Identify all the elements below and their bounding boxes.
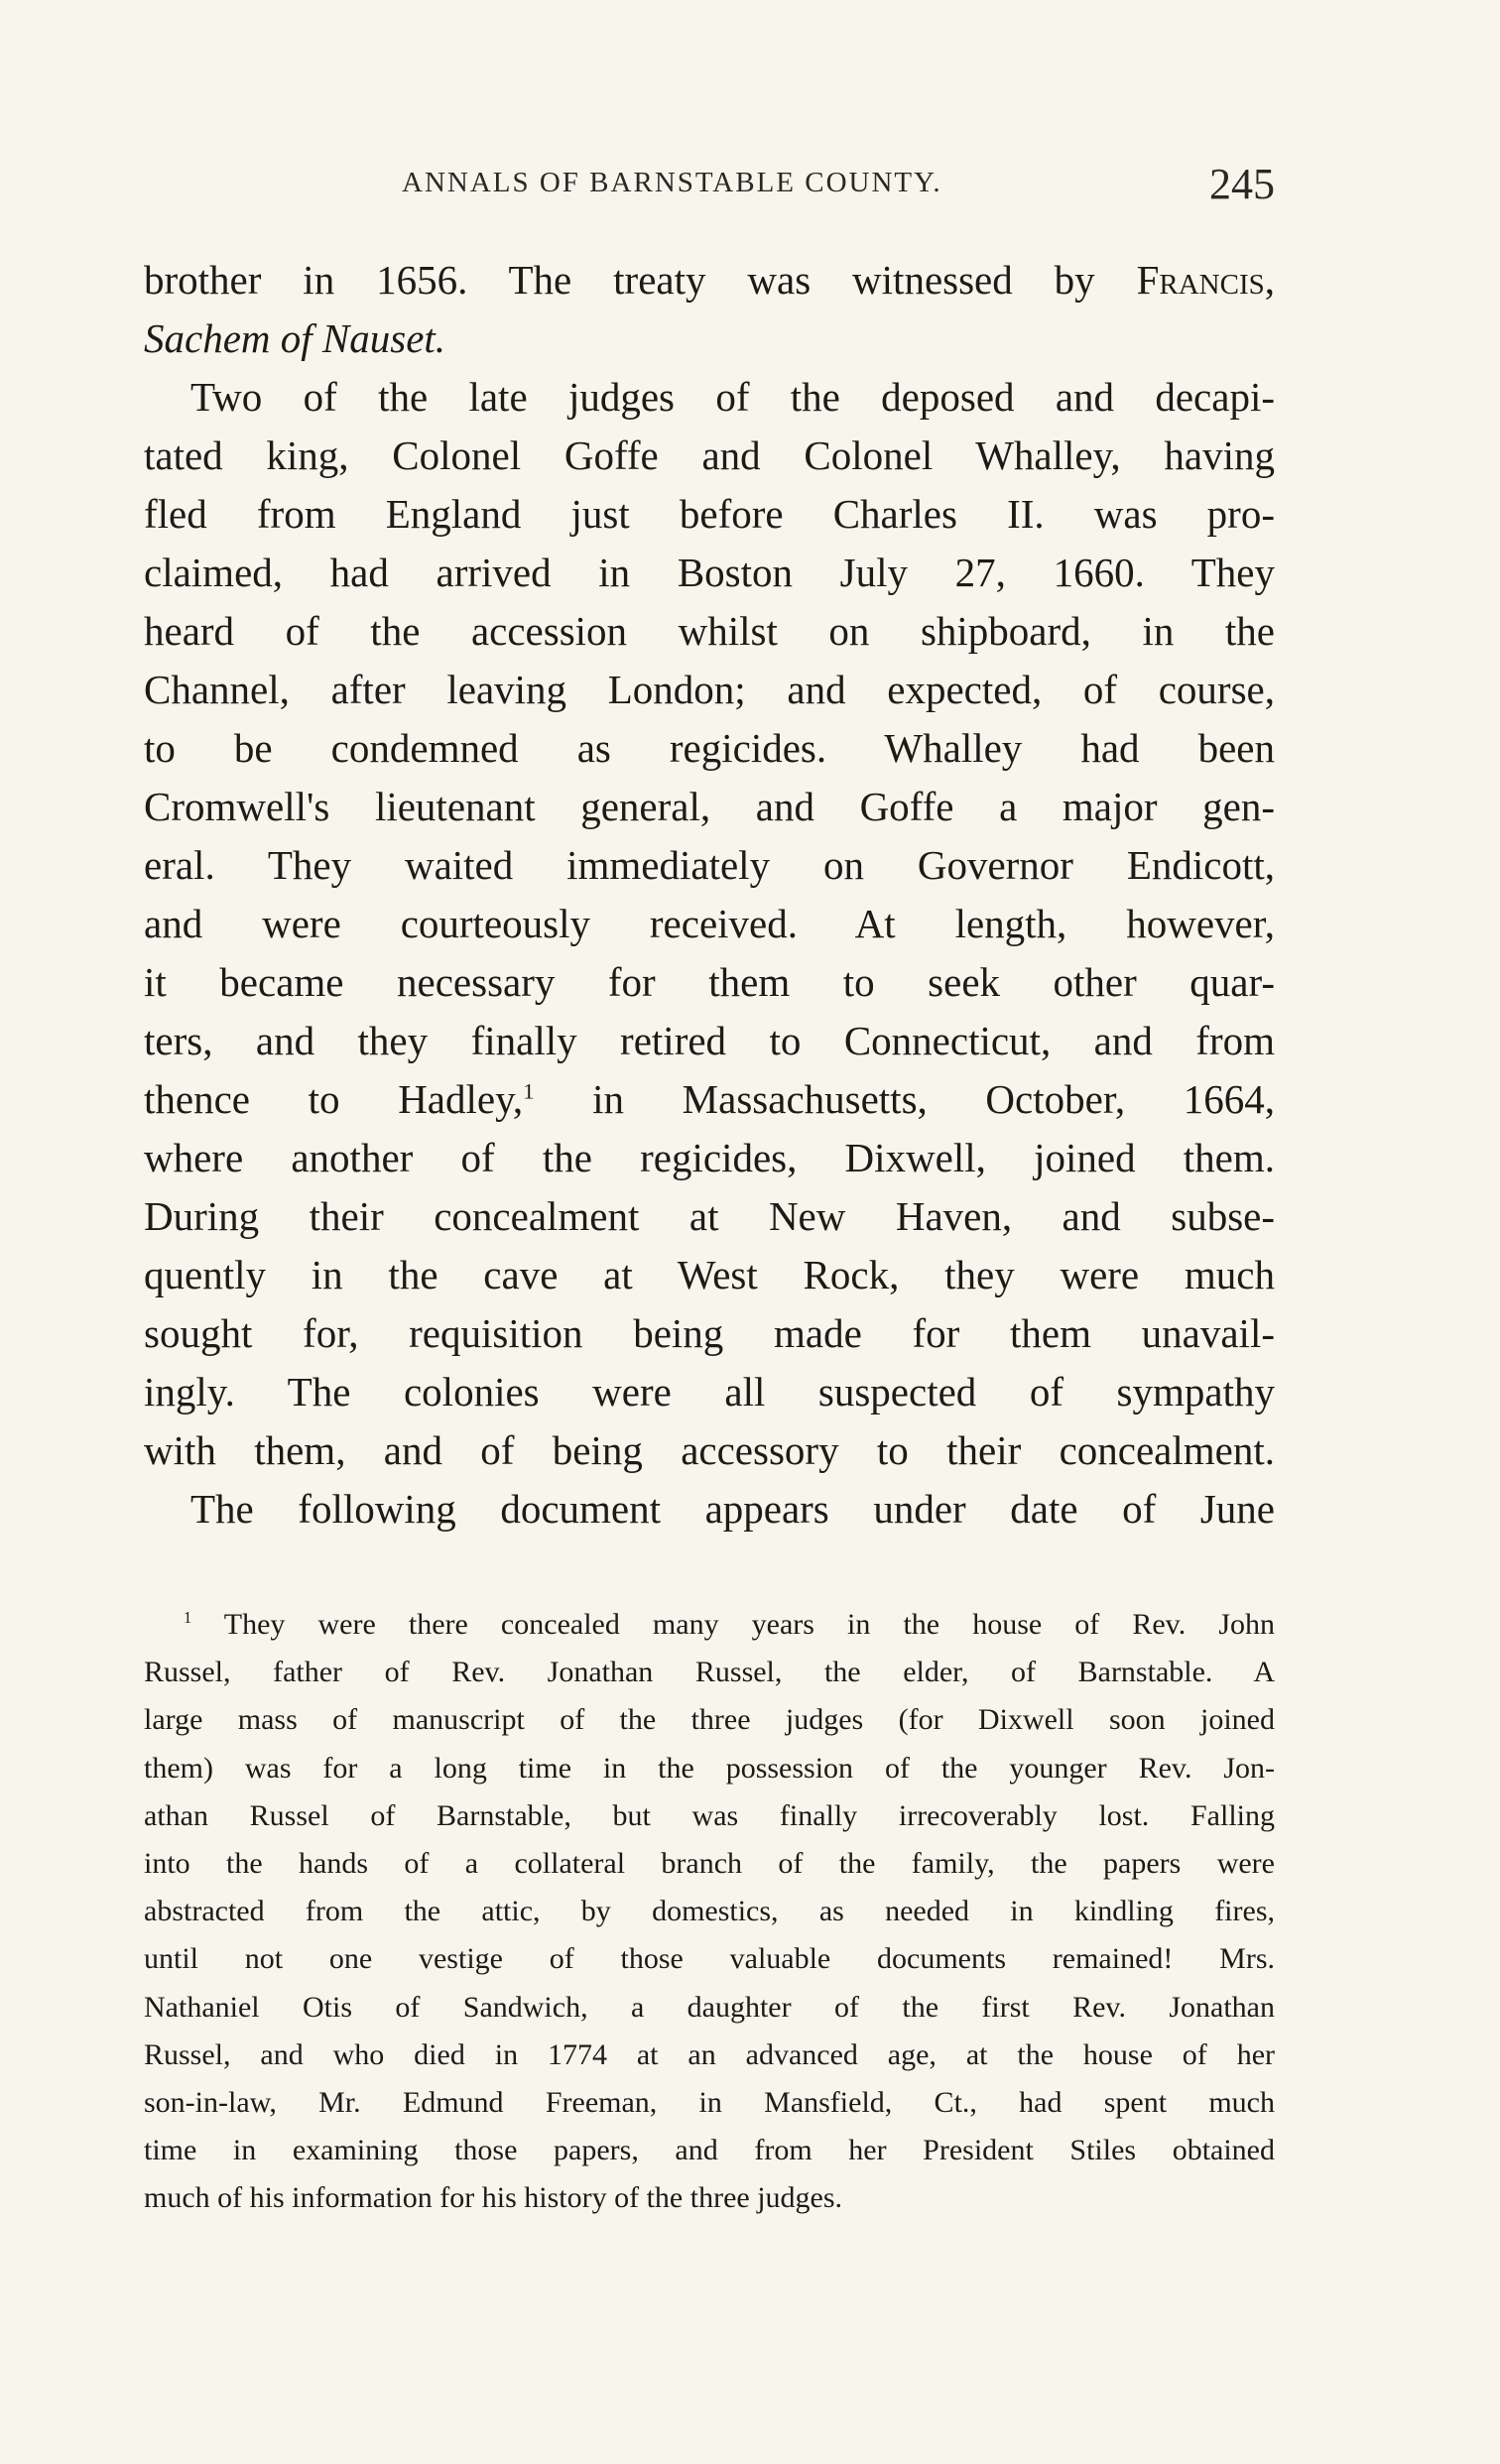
- text-line: ingly. The colonies were all suspected of sympathy: [144, 1369, 1275, 1415]
- text-line: [144, 1070, 1275, 1129]
- text-run: brother in 1656. The treaty was witnessed by: [144, 257, 1137, 303]
- text-line: Channel, after leaving London; and expected, of course,: [144, 667, 1275, 712]
- text-line: sought for, requisition being made for them unavail-: [144, 1310, 1275, 1356]
- footnote-line: son-in-law, Mr. Edmund Freeman, in Mansfield, Ct., had spent much: [144, 2085, 1275, 2119]
- text-line: heard of the accession whilst on shipboard, in the: [144, 608, 1275, 654]
- page-number: 245: [1209, 160, 1275, 208]
- footnote-line: Nathaniel Otis of Sandwich, a daughter of the first Rev. Jonathan: [144, 1990, 1275, 2024]
- text-line: Two of the late judges of the deposed and decapi-: [190, 374, 1275, 420]
- footnote-line: time in examining those papers, and from her President Stiles obtained: [144, 2134, 1275, 2167]
- footnote-line: athan Russel of Barnstable, but was finally irrecoverably lost. Falling: [144, 1798, 1275, 1832]
- text-line: and were courteously received. At length, however,: [144, 901, 1275, 946]
- footnote-line: Russel, father of Rev. Jonathan Russel, the elder, of Barnstable. A: [144, 1656, 1275, 1689]
- text-line: tated king, Colonel Goffe and Colonel Whalley, having: [144, 432, 1275, 478]
- footnote-line: much of his information for his history of the three judges.: [144, 2181, 843, 2215]
- footnote-line: Russel, and who died in 1774 at an advanced age, at the house of her: [144, 2037, 1275, 2071]
- text-line: eral. They waited immediately on Governor Endicott,: [144, 842, 1275, 888]
- footnote-line: large mass of manuscript of the three judges (for Dixwell soon joined: [144, 1703, 1275, 1737]
- footnote-line: abstracted from the attic, by domestics, as needed in kindling fires,: [144, 1895, 1275, 1928]
- text-run: in Massachusetts, October, 1664,: [534, 1076, 1276, 1122]
- text-line: [144, 251, 1275, 309]
- footnote: [144, 1601, 1275, 2222]
- text-line: it became necessary for them to seek other quar-: [144, 959, 1275, 1005]
- footnote-line: until not one vestige of those valuable documents remained! Mrs.: [144, 1942, 1275, 1976]
- text-run: thence to Hadley,: [144, 1076, 524, 1122]
- text-line: The following document appears under date of June: [190, 1486, 1275, 1532]
- text-line: During their concealment at New Haven, and subse-: [144, 1193, 1275, 1239]
- text-line: where another of the regicides, Dixwell, joined them.: [144, 1135, 1275, 1180]
- running-head: [144, 159, 1275, 218]
- text-line: fled from England just before Charles II. was pro-: [144, 491, 1275, 537]
- body-text: [144, 251, 1275, 1539]
- footnote-marker: 1: [184, 1608, 192, 1627]
- text-run: They were there concealed many years in the house of Rev. John: [191, 1608, 1275, 1641]
- text-line: ters, and they finally retired to Connecticut, and from: [144, 1018, 1275, 1063]
- sachem-name: Francis,: [1136, 257, 1275, 303]
- text-line: Cromwell's lieutenant general, and Goffe a major gen-: [144, 784, 1275, 829]
- text-line: Sachem of Nauset.: [144, 315, 446, 361]
- footnote-reference: 1: [523, 1078, 535, 1104]
- text-line: claimed, had arrived in Boston July 27, 1660. They: [144, 550, 1275, 595]
- footnote-line: [144, 1601, 1275, 1649]
- footnote-line: them) was for a long time in the possession of the younger Rev. Jon-: [144, 1751, 1275, 1785]
- text-line: to be condemned as regicides. Whalley had been: [144, 725, 1275, 771]
- text-line: with them, and of being accessory to their concealment.: [144, 1427, 1275, 1473]
- text-line: quently in the cave at West Rock, they were much: [144, 1252, 1275, 1297]
- running-title: ANNALS OF BARNSTABLE COUNTY.: [402, 167, 942, 198]
- footnote-line: into the hands of a collateral branch of the family, the papers were: [144, 1846, 1275, 1880]
